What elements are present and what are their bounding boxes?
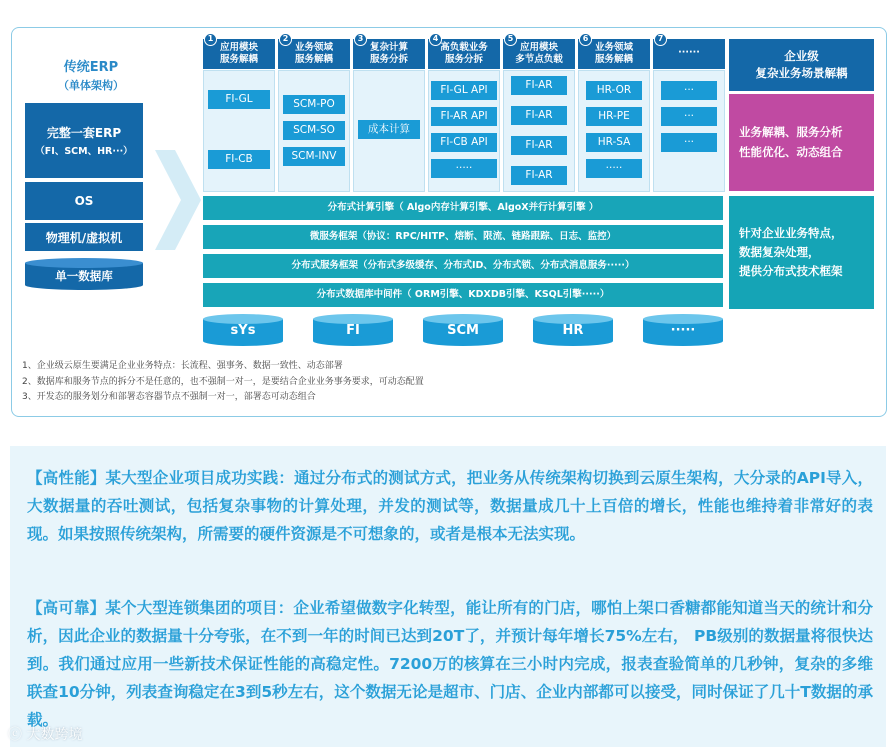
service-chip: FI-AR (511, 76, 567, 95)
service-chip: SCM-INV (283, 147, 345, 166)
column-number-badge: 1 (204, 33, 217, 46)
service-chip: SCM-PO (283, 95, 345, 114)
column-body-1 (203, 70, 275, 192)
column-header-line-1: 高负载业务 (440, 42, 488, 53)
service-chip: ····· (586, 159, 642, 178)
column-header-line-2: 多节点负载 (515, 54, 563, 65)
database-label: HR (562, 323, 584, 338)
right-header-line-1: 企业级 (784, 49, 819, 63)
right-teal-box (729, 196, 874, 309)
erp-box (25, 103, 143, 178)
column-header-line-1: 业务领域 (594, 42, 633, 53)
erp-box-subtitle: （FI、SCM、HR···） (35, 146, 133, 157)
column-header-line-1: ······ (678, 47, 700, 58)
service-chip: 成本计算 (358, 120, 420, 139)
column-header-line-2: 服务解耦 (594, 54, 633, 65)
database-cylinder (203, 314, 283, 346)
service-chip: HR-SA (586, 133, 642, 152)
column-header-line-1: 复杂计算 (369, 42, 408, 53)
column-number-badge: 3 (354, 33, 367, 46)
database-label: FI (346, 323, 360, 338)
column-header-line-2: 服务解耦 (294, 54, 333, 65)
right-pink-line-1: 业务解耦、服务分析 (739, 125, 843, 139)
service-chip: HR-PE (586, 107, 642, 126)
service-chip: FI-AR (511, 106, 567, 125)
right-teal-line-1: 针对企业业务特点， (739, 226, 843, 240)
service-chip: FI-CB (208, 150, 270, 169)
service-chip: FI-CB API (431, 133, 497, 152)
note-1: 1、企业级云原生要满足企业业务特点：长流程、强事务、数据一致性、动态部署 (22, 361, 343, 371)
single-database (25, 258, 143, 290)
column-number-badge: 4 (429, 33, 442, 46)
machine-box: 物理机/虚拟机 (25, 223, 143, 251)
paragraph-reliability-tag: 【高可靠】 (27, 599, 106, 617)
os-box: OS (25, 182, 143, 220)
band-compute-engine: 分布式计算引擎（ Algo内存计算引擎、AlgoX并行计算引擎 ） (203, 196, 723, 220)
erp-subtitle: （单体架构） (58, 79, 124, 92)
database-label: sYs (230, 323, 256, 338)
service-chip: FI-GL (208, 90, 270, 109)
single-database-label: 单一数据库 (55, 269, 113, 283)
right-teal-line-2: 数据复杂处理， (739, 245, 820, 259)
column-header-line-1: 应用模块 (219, 42, 258, 53)
column-number-badge: 2 (279, 33, 292, 46)
column-header-line-1: 应用模块 (519, 42, 558, 53)
paragraph-performance-tag: 【高性能】 (27, 469, 106, 487)
right-teal-line-3: 提供分布式技术框架 (739, 264, 843, 278)
service-chip: ··· (661, 81, 717, 100)
column-header-line-2: 服务解耦 (219, 54, 258, 65)
column-number-badge: 5 (504, 33, 517, 46)
service-chip: SCM-SO (283, 121, 345, 140)
band-microservice: 微服务框架（协议：RPC/HITP、熔断、限流、链路跟踪、日志、监控） (203, 225, 723, 249)
paragraph-reliability-text: 某个大型连锁集团的项目：企业希望做数字化转型，能让所有的门店，哪怕上架口香糖都能知道当天的统计和分析，因此企业的数据量十分夸张，在不到一年的时间已达到20T了，并预计每年增长75%左右， PB级别的数据量将很快达到。我们通过应用一些新技术保证性能的高稳定性。7200万的核算在三小时内完成，报表查验简单的几秒钟，复杂的多维联查10分钟，列表查询稳定在3到5秒左右，这个数据无论是超市、门店、企业内部都可以接受，同时保证了几十T数据的承载。 (27, 599, 873, 729)
database-label: SCM (447, 323, 479, 338)
service-chip: ····· (431, 159, 497, 178)
service-chip: FI-AR API (431, 107, 497, 126)
column-header-line-2: 服务分拆 (444, 54, 483, 65)
watermark: ⓒ 大数跨境 (8, 727, 83, 743)
database-cylinder (423, 314, 503, 346)
database-cylinder (313, 314, 393, 346)
right-pink-line-2: 性能优化、动态组合 (739, 145, 843, 159)
note-3: 3、开发态的服务划分和部署态容器节点不强制一对一，部署态可动态组合 (22, 392, 316, 402)
database-cylinder (533, 314, 613, 346)
right-pink-box (729, 94, 874, 191)
erp-title: 传统ERP (63, 60, 119, 75)
column-header-line-1: 业务领域 (294, 42, 333, 53)
note-2: 2、数据库和服务节点的拆分不是任意的，也不强制一对一，是要结合企业业务事务要求，可动态配置 (22, 376, 424, 387)
notes (22, 359, 424, 406)
database-cylinder (643, 314, 723, 346)
band-database-middleware: 分布式数据库中间件（ ORM引擎、KDXDB引擎、KSQL引擎·····） (203, 283, 723, 307)
database-label: ····· (670, 323, 696, 338)
column-number-badge: 6 (579, 33, 592, 46)
right-header (729, 39, 874, 91)
column-header-line-2: 服务分拆 (369, 54, 408, 65)
paragraph-performance (27, 464, 873, 548)
right-header-line-2: 复杂业务场景解耦 (755, 66, 848, 80)
erp-box-title: 完整一套ERP (46, 126, 122, 140)
paragraph-performance-text: 某大型企业项目成功实践：通过分布式的测试方式，把业务从传统架构切换到云原生架构，大分录的API导入，大数据量的吞吐测试，包括复杂事物的计算处理，并发的测试等，数据量成几十上百倍的增长，性能也维持着非常好的表现。如果按照传统架构，所需要的硬件资源是不可想象的，或者是根本无法实现。 (27, 469, 873, 543)
service-chip: HR-OR (586, 81, 642, 100)
column-number-badge: 7 (654, 33, 667, 46)
band-distributed-service: 分布式服务框架（分布式多级缓存、分布式ID、分布式锁、分布式消息服务·····） (203, 254, 723, 278)
service-chip: FI-AR (511, 166, 567, 185)
right-arrow-icon (155, 150, 201, 250)
service-chip: ··· (661, 133, 717, 152)
service-chip: FI-AR (511, 136, 567, 155)
paragraph-reliability (27, 594, 873, 734)
service-chip: ··· (661, 107, 717, 126)
service-chip: FI-GL API (431, 81, 497, 100)
